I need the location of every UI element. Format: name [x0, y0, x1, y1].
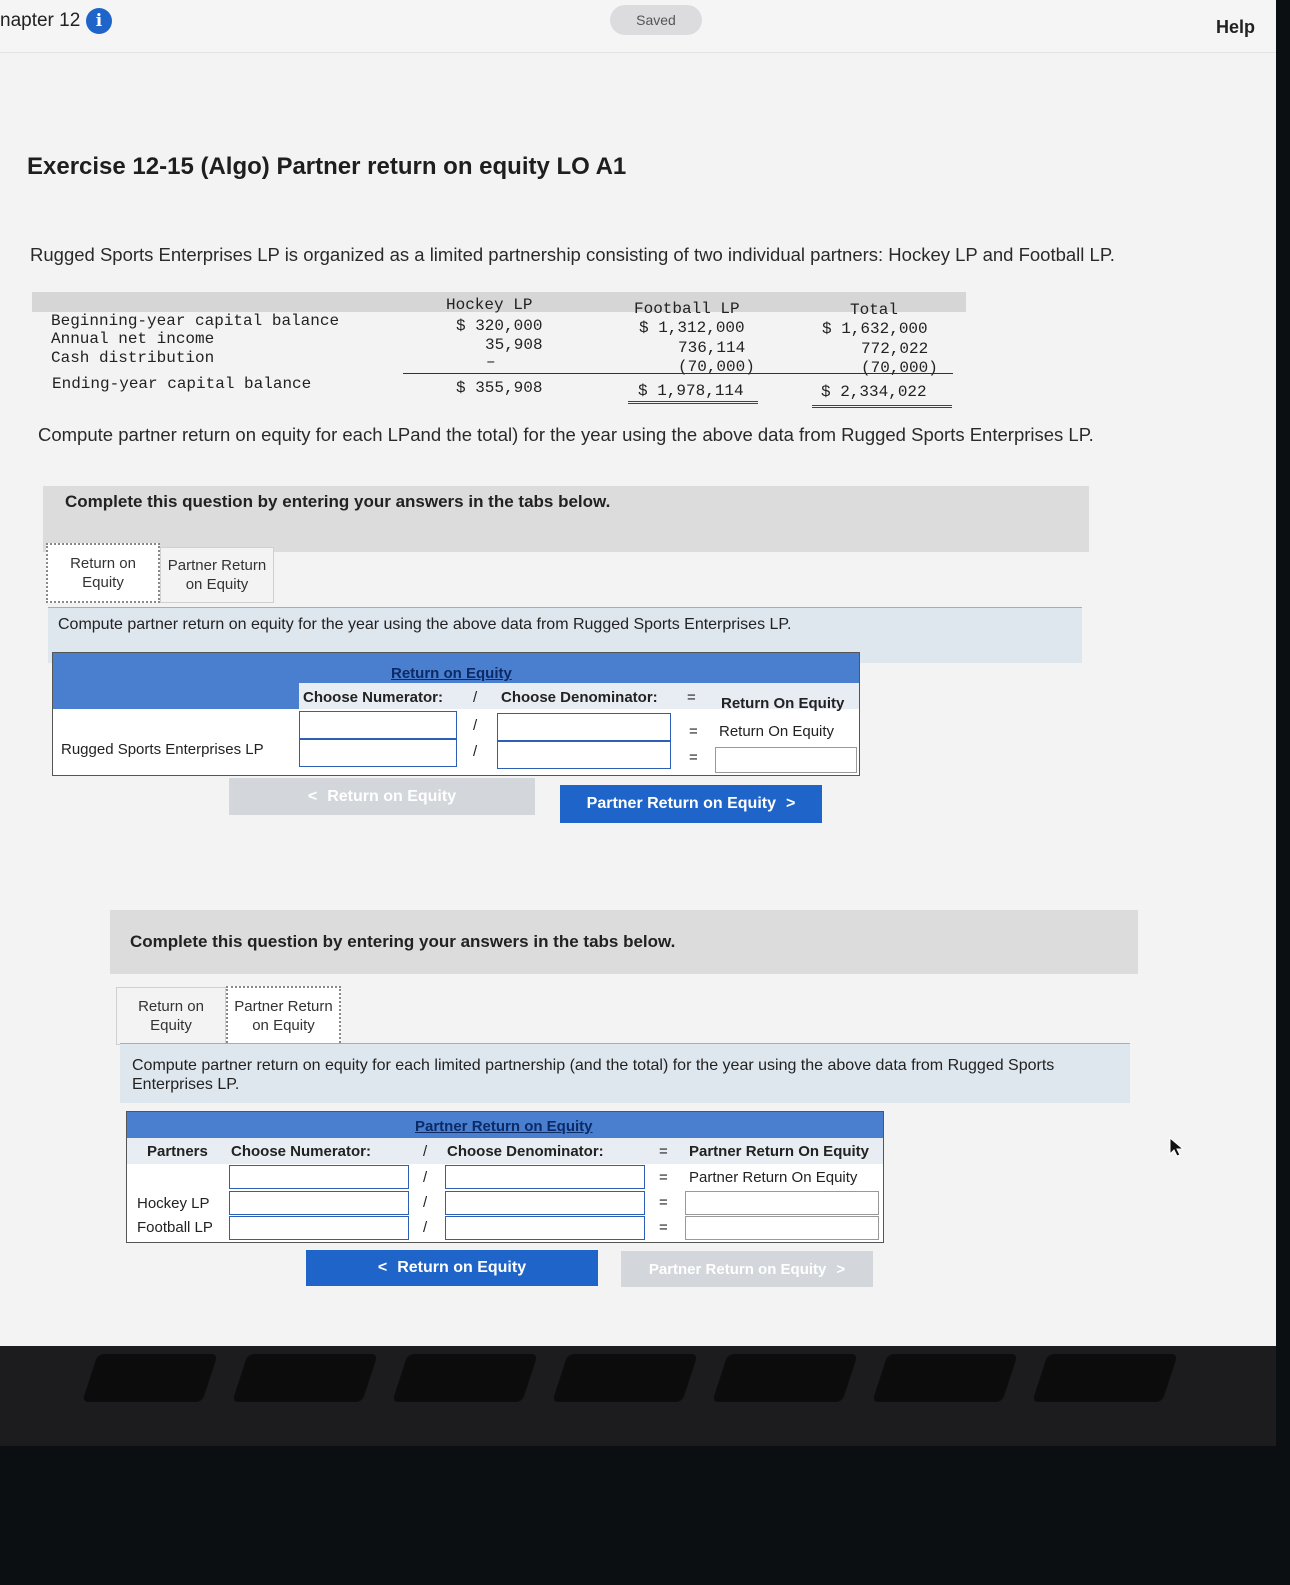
table-cell: $ 320,000	[456, 317, 543, 335]
table-cell: $ 1,312,000	[639, 319, 745, 337]
table-cell: $ 355,908	[456, 379, 543, 397]
equals-sign: =	[659, 1169, 668, 1186]
total-rule	[812, 405, 952, 408]
equals-sign: =	[689, 749, 698, 766]
next-tab-button[interactable]	[560, 785, 822, 823]
keyboard-key	[232, 1354, 378, 1402]
keyboard-key	[392, 1354, 538, 1402]
exercise-title: Exercise 12-15 (Algo) Partner return on equity LO A1	[27, 153, 627, 180]
chevron-left-icon: <	[377, 1259, 388, 1276]
partner-return-grid	[126, 1111, 884, 1243]
prev-button-label: Return on Equity	[327, 787, 457, 805]
instructions-banner	[43, 486, 1089, 552]
question-text: Compute partner return on equity for each LPand the total) for the year using the above data from Rugged Sports Enterprises LP.	[38, 424, 1094, 445]
tab-instruction: Compute partner return on equity for the year using the above data from Rugged Sports Enterprises LP.	[48, 607, 1082, 663]
total-rule	[403, 373, 953, 374]
partners-label: Partners	[147, 1143, 208, 1160]
instructions-banner	[110, 910, 1138, 974]
total-rule	[628, 401, 758, 404]
denominator-label: Choose Denominator:	[447, 1143, 604, 1160]
info-icon[interactable]: i	[86, 8, 112, 34]
table-cell: –	[486, 353, 496, 371]
slash: /	[423, 1143, 428, 1160]
equals-sign: =	[659, 1219, 668, 1236]
result-label: Return On Equity	[721, 695, 845, 712]
return-on-equity-grid	[52, 652, 860, 776]
grid-title: Return on Equity	[391, 665, 512, 682]
next-tab-button[interactable]	[621, 1251, 873, 1287]
row-label: Annual net income	[51, 330, 215, 348]
denominator-select[interactable]	[497, 713, 671, 741]
equals-sign: =	[689, 723, 698, 740]
chevron-left-icon: <	[307, 787, 318, 805]
tab-return-on-equity[interactable]: Return on Equity	[116, 987, 226, 1045]
row-label: Cash distribution	[51, 349, 215, 367]
hockey-denominator-input[interactable]	[445, 1191, 645, 1215]
exercise-intro: Rugged Sports Enterprises LP is organized as a limited partnership consisting of two individual partners: Hockey LP and Football LP.	[30, 244, 1115, 265]
chevron-right-icon: >	[836, 1260, 846, 1278]
denominator-label: Choose Denominator:	[501, 689, 658, 706]
top-bar	[0, 0, 1276, 53]
slash: /	[423, 1169, 428, 1186]
keyboard-key	[712, 1354, 858, 1402]
capital-data-table	[32, 292, 966, 410]
return-on-equity-output[interactable]	[715, 747, 857, 773]
keyboard-key	[552, 1354, 698, 1402]
result-sublabel: Partner Return On Equity	[689, 1169, 858, 1186]
prev-tab-button[interactable]	[306, 1250, 598, 1286]
table-cell: $ 2,334,022	[821, 383, 927, 401]
numerator-select[interactable]	[229, 1165, 409, 1189]
football-numerator-input[interactable]	[229, 1216, 409, 1240]
mouse-cursor-icon	[1168, 1136, 1186, 1158]
slash: /	[473, 689, 478, 706]
equals-sign: =	[687, 689, 696, 706]
banner-text: Complete this question by entering your answers in the tabs below.	[65, 492, 611, 511]
tab-instruction: Compute partner return on equity for each limited partnership (and the total) for the year using the above data from Rugged Sports Enterprises LP.	[120, 1043, 1130, 1103]
row-label: Ending-year capital balance	[52, 375, 312, 393]
table-cell: 35,908	[485, 336, 543, 354]
keyboard-key	[82, 1354, 218, 1402]
banner-text: Complete this question by entering your answers in the tabs below.	[130, 932, 676, 951]
column-header: Hockey LP	[446, 296, 533, 314]
column-header: Total	[850, 301, 899, 319]
tab-partner-return-on-equity[interactable]: Partner Return on Equity	[160, 547, 274, 603]
keyboard-key	[872, 1354, 1018, 1402]
next-button-label: Partner Return on Equity	[586, 795, 776, 812]
football-denominator-input[interactable]	[445, 1216, 645, 1240]
column-header: Football LP	[634, 300, 740, 318]
numerator-input[interactable]	[299, 739, 457, 767]
slash: /	[423, 1194, 428, 1211]
prev-tab-button[interactable]	[229, 778, 535, 815]
slash: /	[423, 1219, 428, 1236]
table-cell: $ 1,632,000	[822, 320, 928, 338]
keyboard-background	[0, 1346, 1276, 1446]
slash: /	[473, 743, 478, 760]
prev-button-label: Return on Equity	[397, 1259, 527, 1276]
football-result-output[interactable]	[685, 1216, 879, 1240]
numerator-select[interactable]	[299, 711, 457, 739]
row-label-football-lp: Football LP	[137, 1219, 213, 1236]
slash: /	[473, 717, 478, 734]
table-cell: 736,114	[678, 339, 746, 357]
numerator-label: Choose Numerator:	[231, 1143, 372, 1160]
row-label-rugged-sports: Rugged Sports Enterprises LP	[61, 741, 264, 758]
table-cell: (70,000)	[861, 359, 938, 377]
hockey-numerator-input[interactable]	[229, 1191, 409, 1215]
chevron-right-icon: >	[786, 795, 796, 812]
tab-partner-return-on-equity[interactable]: Partner Return on Equity	[226, 986, 341, 1046]
numerator-label: Choose Numerator:	[303, 689, 444, 706]
help-link[interactable]: Help	[1216, 17, 1256, 37]
table-cell: 772,022	[861, 340, 929, 358]
row-label: Beginning-year capital balance	[51, 312, 340, 330]
tab-return-on-equity[interactable]: Return on Equity	[46, 543, 160, 603]
saved-status-badge: Saved	[610, 5, 702, 35]
next-button-label: Partner Return on Equity	[648, 1260, 827, 1278]
denominator-select[interactable]	[445, 1165, 645, 1189]
chapter-label: napter 12	[0, 10, 81, 31]
equals-sign: =	[659, 1143, 668, 1160]
hockey-result-output[interactable]	[685, 1191, 879, 1215]
keyboard-key	[1032, 1354, 1178, 1402]
table-cell: $ 1,978,114	[638, 382, 744, 400]
result-sublabel: Return On Equity	[719, 723, 835, 740]
row-label-hockey-lp: Hockey LP	[137, 1195, 210, 1212]
table-cell: (70,000)	[678, 358, 755, 376]
denominator-input[interactable]	[497, 741, 671, 769]
grid-title: Partner Return on Equity	[415, 1118, 593, 1135]
result-label: Partner Return On Equity	[689, 1143, 870, 1160]
equals-sign: =	[659, 1194, 668, 1211]
